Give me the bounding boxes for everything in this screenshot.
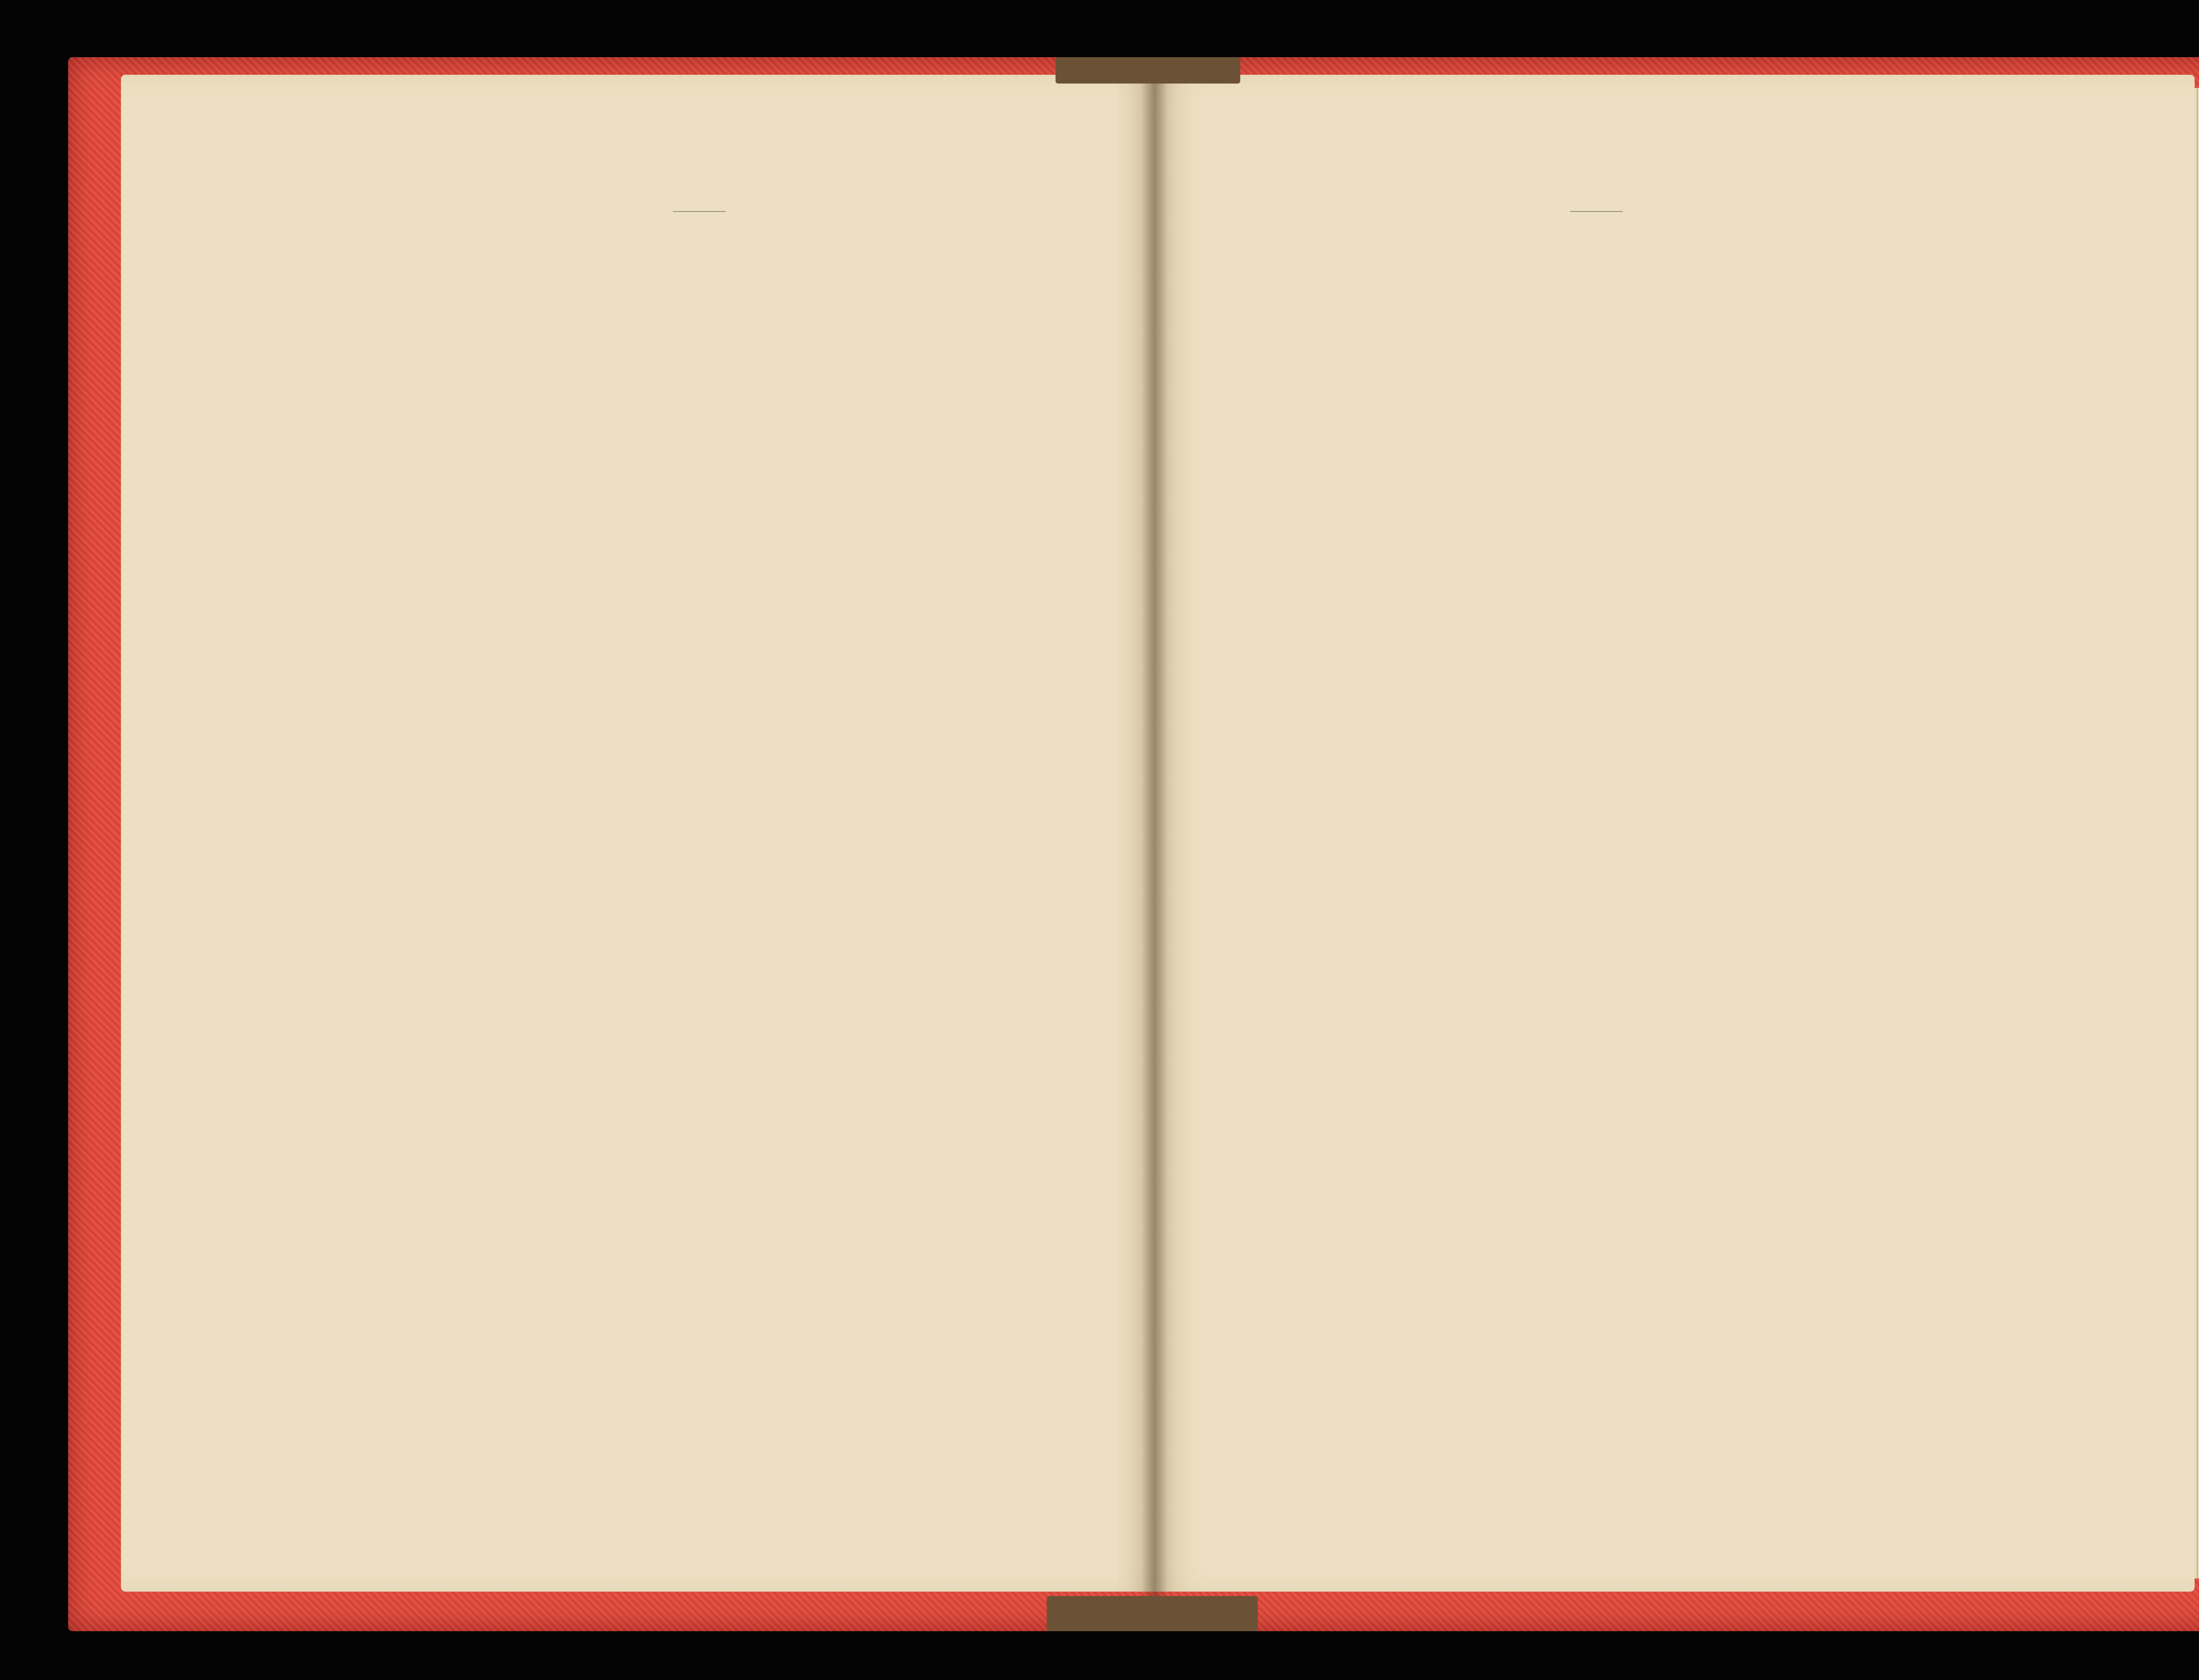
right-page xyxy=(1154,75,2195,1592)
left-page xyxy=(121,75,1154,1592)
spine-tape-top xyxy=(1056,57,1240,84)
book-spine xyxy=(1141,57,1168,1631)
spine-tape-bottom xyxy=(1047,1596,1258,1631)
page-edges xyxy=(2195,88,2199,1578)
